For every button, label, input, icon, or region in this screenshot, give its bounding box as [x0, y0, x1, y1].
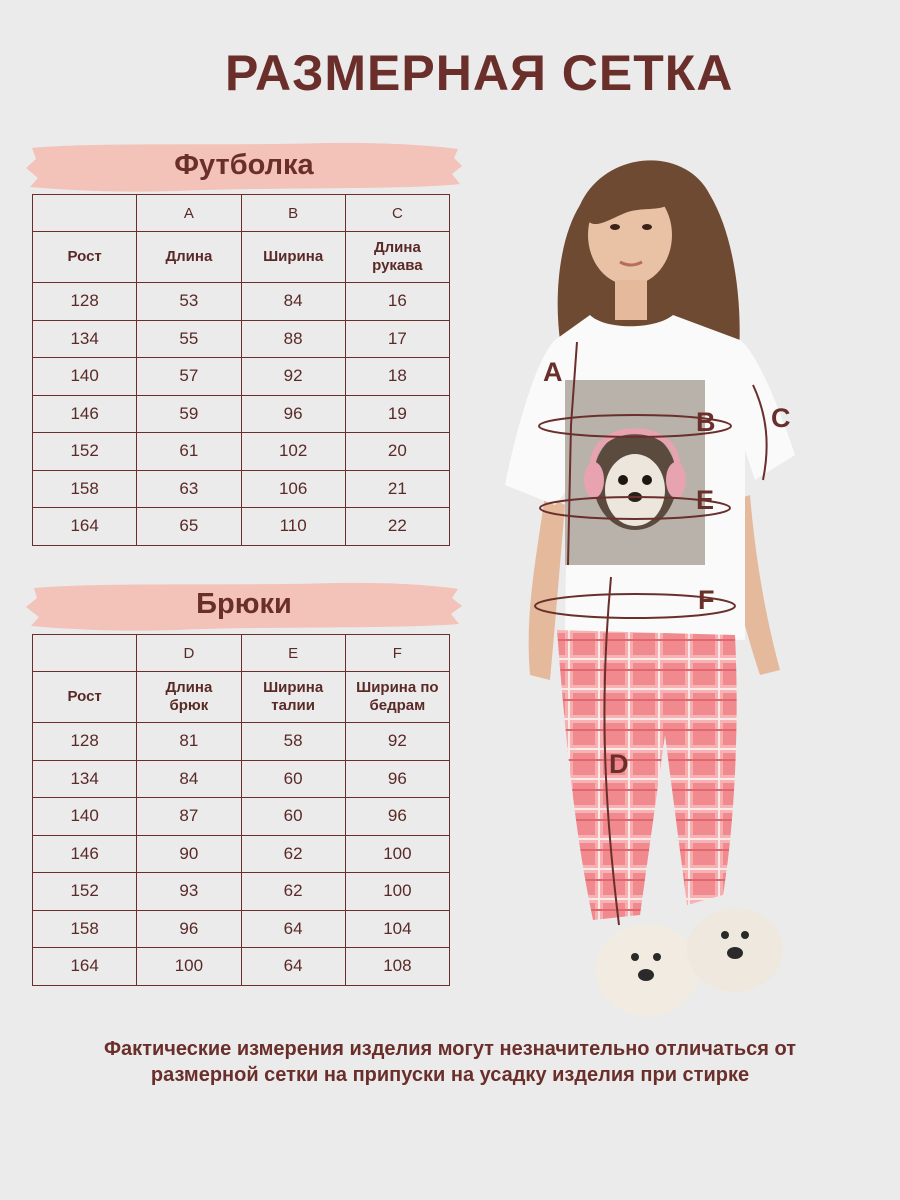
- table-cell: 102: [241, 433, 345, 471]
- table-row: [33, 283, 450, 321]
- table-cell: 64: [241, 910, 345, 948]
- table-row: [33, 760, 450, 798]
- table-cell: 65: [137, 508, 241, 546]
- table-cell: 140: [33, 358, 137, 396]
- table-cell: A: [137, 195, 241, 232]
- table-cell: 84: [137, 760, 241, 798]
- table-cell: 96: [241, 395, 345, 433]
- table-cell: 134: [33, 760, 137, 798]
- table-cell: 59: [137, 395, 241, 433]
- table-cell: 22: [345, 508, 449, 546]
- table-cell: 55: [137, 320, 241, 358]
- table-cell: 92: [345, 723, 449, 761]
- table-cell: B: [241, 195, 345, 232]
- table-cell: 96: [137, 910, 241, 948]
- table-cell: 140: [33, 798, 137, 836]
- table-cell: 128: [33, 723, 137, 761]
- table-row: [33, 395, 450, 433]
- table-cell: 128: [33, 283, 137, 321]
- table-cell: 108: [345, 948, 449, 986]
- table-cell: 92: [241, 358, 345, 396]
- measure-label-c: C: [771, 403, 791, 433]
- table-letter-row: [33, 195, 450, 232]
- table-cell: 158: [33, 910, 137, 948]
- column-header: Ширина: [241, 232, 345, 283]
- table-row: [33, 910, 450, 948]
- table-cell: E: [241, 635, 345, 672]
- table-cell: 152: [33, 433, 137, 471]
- table-row: [33, 508, 450, 546]
- table-cell: 53: [137, 283, 241, 321]
- table-cell: 60: [241, 798, 345, 836]
- column-header: Ширина талии: [241, 672, 345, 723]
- table-row: [33, 433, 450, 471]
- table-cell: 88: [241, 320, 345, 358]
- tshirt-banner: [26, 140, 462, 194]
- measure-label-d: D: [609, 749, 629, 779]
- table-cell: 110: [241, 508, 345, 546]
- table-row: [33, 835, 450, 873]
- column-header: Ширина по бедрам: [345, 672, 449, 723]
- pants-section-title: Брюки: [196, 588, 292, 620]
- table-cell: 96: [345, 760, 449, 798]
- table-cell: 93: [137, 873, 241, 911]
- table-cell: 63: [137, 470, 241, 508]
- table-header-row: [33, 232, 450, 283]
- disclaimer-note: Фактические измерения изделия могут незначительно отличаться от размерной сетки на припуски на усадку изделия при стирке: [103, 1038, 796, 1086]
- column-header: Длина: [137, 232, 241, 283]
- page-title: РАЗМЕРНАЯ СЕТКА: [225, 45, 734, 101]
- pants-size-table: [32, 634, 450, 986]
- table-cell: 19: [345, 395, 449, 433]
- table-cell: 57: [137, 358, 241, 396]
- table-cell: C: [345, 195, 449, 232]
- model-illustration: [495, 135, 895, 1035]
- table-cell: 164: [33, 948, 137, 986]
- table-cell: 104: [345, 910, 449, 948]
- table-cell: 21: [345, 470, 449, 508]
- table-cell: F: [345, 635, 449, 672]
- table-cell: [33, 195, 137, 232]
- table-cell: 106: [241, 470, 345, 508]
- table-cell: 146: [33, 395, 137, 433]
- table-cell: 158: [33, 470, 137, 508]
- column-header: Длина рукава: [345, 232, 449, 283]
- table-row: [33, 798, 450, 836]
- table-cell: 16: [345, 283, 449, 321]
- table-cell: 96: [345, 798, 449, 836]
- table-header-row: [33, 672, 450, 723]
- table-cell: 62: [241, 835, 345, 873]
- measurement-lines: [495, 135, 895, 1030]
- table-letter-row: [33, 635, 450, 672]
- table-row: [33, 470, 450, 508]
- table-cell: 146: [33, 835, 137, 873]
- table-cell: 60: [241, 760, 345, 798]
- table-row: [33, 723, 450, 761]
- measure-label-e: E: [696, 485, 715, 515]
- table-cell: 134: [33, 320, 137, 358]
- measure-label-a: A: [543, 357, 563, 387]
- table-cell: 84: [241, 283, 345, 321]
- table-row: [33, 358, 450, 396]
- table-cell: 64: [241, 948, 345, 986]
- measure-label-f: F: [698, 585, 715, 615]
- table-cell: 20: [345, 433, 449, 471]
- table-cell: 100: [345, 873, 449, 911]
- table-cell: 58: [241, 723, 345, 761]
- table-cell: 61: [137, 433, 241, 471]
- table-cell: [33, 635, 137, 672]
- tshirt-section-title: Футболка: [174, 149, 314, 181]
- table-cell: 152: [33, 873, 137, 911]
- table-row: [33, 320, 450, 358]
- column-header: Длина брюк: [137, 672, 241, 723]
- column-header: Рост: [33, 232, 137, 283]
- table-row: [33, 948, 450, 986]
- measure-label-b: B: [696, 407, 716, 437]
- table-cell: 100: [345, 835, 449, 873]
- table-cell: 100: [137, 948, 241, 986]
- column-header: Рост: [33, 672, 137, 723]
- pants-banner: [26, 579, 462, 633]
- table-cell: 18: [345, 358, 449, 396]
- table-cell: 90: [137, 835, 241, 873]
- table-cell: 87: [137, 798, 241, 836]
- table-row: [33, 873, 450, 911]
- table-cell: 81: [137, 723, 241, 761]
- tshirt-size-table: [32, 194, 450, 546]
- table-cell: 17: [345, 320, 449, 358]
- table-cell: D: [137, 635, 241, 672]
- table-cell: 62: [241, 873, 345, 911]
- table-cell: 164: [33, 508, 137, 546]
